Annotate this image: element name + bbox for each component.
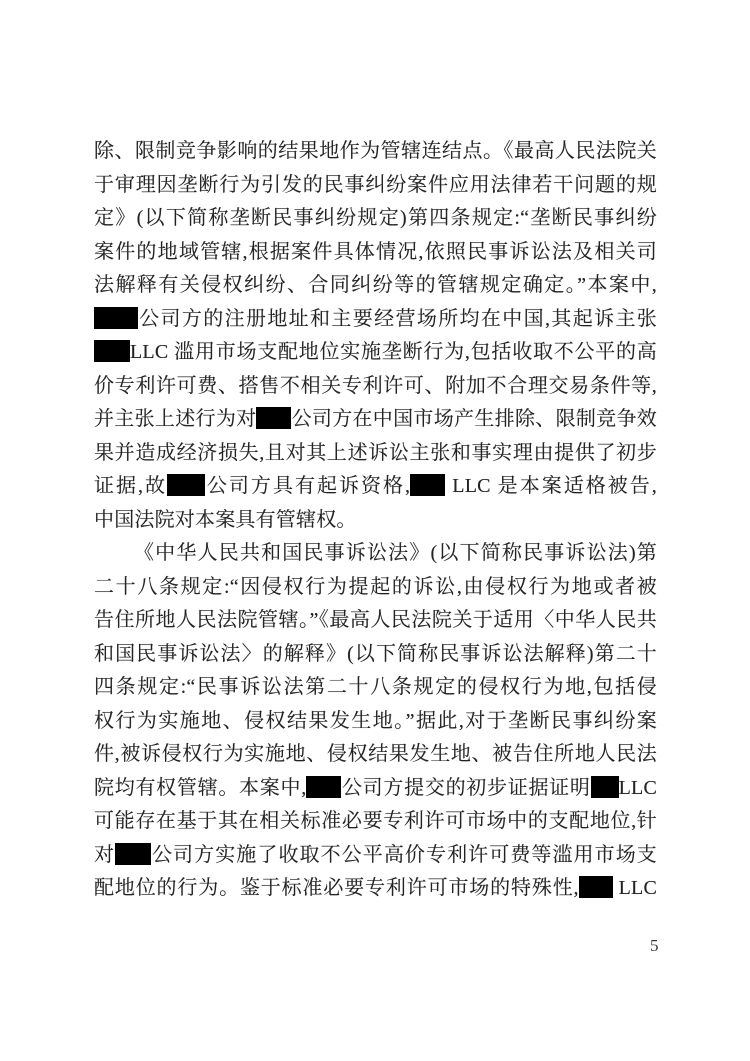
text-run: 除、限制竞争影响的结果地作为管辖连结点。《最高人民法院关 xyxy=(94,140,657,162)
redaction-box xyxy=(579,876,613,898)
text-run: 证据,故 xyxy=(94,475,168,497)
text-run: 公司方实施了收取不公平高价专利许可费等滥用市场支 xyxy=(151,843,657,866)
document-body xyxy=(94,135,657,906)
text-line xyxy=(94,202,657,236)
text-run: 配地位的行为。鉴于标准必要专利许可市场的特殊性, xyxy=(94,877,579,899)
page-number: 5 xyxy=(650,936,659,955)
text-run: 二十八条规定:“因侵权行为提起的诉讼,由侵权行为地或者被 xyxy=(94,575,657,598)
text-run: 案件的地域管辖,根据案件具体情况,依照民事诉讼法及相关司 xyxy=(94,240,657,263)
text-line xyxy=(94,303,657,337)
text-run: 权行为实施地、侵权结果发生地。”据此,对于垄断民事纠纷案 xyxy=(94,709,657,732)
redaction-box xyxy=(306,776,341,798)
text-run: 公司方具有起诉资格, xyxy=(205,475,411,497)
text-run: LLC xyxy=(612,877,657,899)
text-line xyxy=(94,537,657,571)
text-run: 院均有权管辖。本案中, xyxy=(94,776,307,799)
text-run: 公司方提交的初步证据证明 xyxy=(341,776,591,799)
text-line xyxy=(94,705,657,739)
redaction-box xyxy=(410,474,445,496)
text-run: LLC xyxy=(618,776,658,799)
text-run: 告住所地人民法院管辖。”《最高人民法院关于适用〈中华人民共 xyxy=(94,609,657,631)
redaction-box xyxy=(94,340,130,362)
text-run: LLC 是本案适格被告, xyxy=(445,475,658,497)
text-line xyxy=(94,504,657,538)
text-run: 果并造成经济损失,且对其上述诉讼主张和事实理由提供了初步 xyxy=(94,441,657,464)
text-run: 于审理因垄断行为引发的民事纠纷案件应用法律若干问题的规 xyxy=(94,173,657,196)
text-line xyxy=(94,839,657,873)
text-run: 价专利许可费、搭售不相关专利许可、附加不合理交易条件等, xyxy=(94,374,657,397)
text-line xyxy=(94,403,657,437)
text-line xyxy=(94,135,657,169)
text-line xyxy=(94,370,657,404)
text-run: 四条规定:“民事诉讼法第二十八条规定的侵权行为地,包括侵 xyxy=(94,676,657,698)
text-line xyxy=(94,772,657,806)
text-run: 并主张上述行为对 xyxy=(94,408,257,430)
text-line xyxy=(94,604,657,638)
text-run: 法解释有关侵权纠纷、合同纠纷等的管辖规定确定。”本案中, xyxy=(94,274,657,296)
redaction-box xyxy=(94,307,138,329)
text-line xyxy=(94,571,657,605)
text-run: 公司方在中国市场产生排除、限制竞争效 xyxy=(291,408,657,430)
text-run: 和国民事诉讼法〉的解释》(以下简称民事诉讼法解释)第二十 xyxy=(94,642,657,665)
redaction-box xyxy=(256,407,291,429)
text-run: 《中华人民共和国民事诉讼法》(以下简称民事诉讼法)第 xyxy=(134,542,657,564)
text-run: 对 xyxy=(94,843,116,866)
text-line xyxy=(94,872,657,906)
text-line xyxy=(94,336,657,370)
redaction-box xyxy=(115,843,151,865)
text-run: LLC 滥用市场支配地位实施垄断行为,包括收取不公平的高 xyxy=(130,341,657,363)
text-line xyxy=(94,638,657,672)
text-line xyxy=(94,738,657,772)
text-line xyxy=(94,169,657,203)
text-run: 可能存在基于其在相关标准必要专利许可市场中的支配地位,针 xyxy=(94,810,657,832)
text-line xyxy=(94,437,657,471)
text-run: 公司方的注册地址和主要经营场所均在中国,其起诉主张 xyxy=(138,307,657,330)
text-line xyxy=(94,269,657,303)
text-line xyxy=(94,236,657,270)
text-line xyxy=(94,671,657,705)
text-line xyxy=(94,805,657,839)
redaction-box xyxy=(167,474,205,496)
text-run: 定》(以下简称垄断民事纠纷规定)第四条规定:“垄断民事纠纷 xyxy=(94,207,657,229)
text-run: 中国法院对本案具有管辖权。 xyxy=(94,508,357,531)
redaction-box xyxy=(591,776,619,798)
text-line xyxy=(94,470,657,504)
text-run: 件,被诉侵权行为实施地、侵权结果发生地、被告住所地人民法 xyxy=(94,743,657,765)
